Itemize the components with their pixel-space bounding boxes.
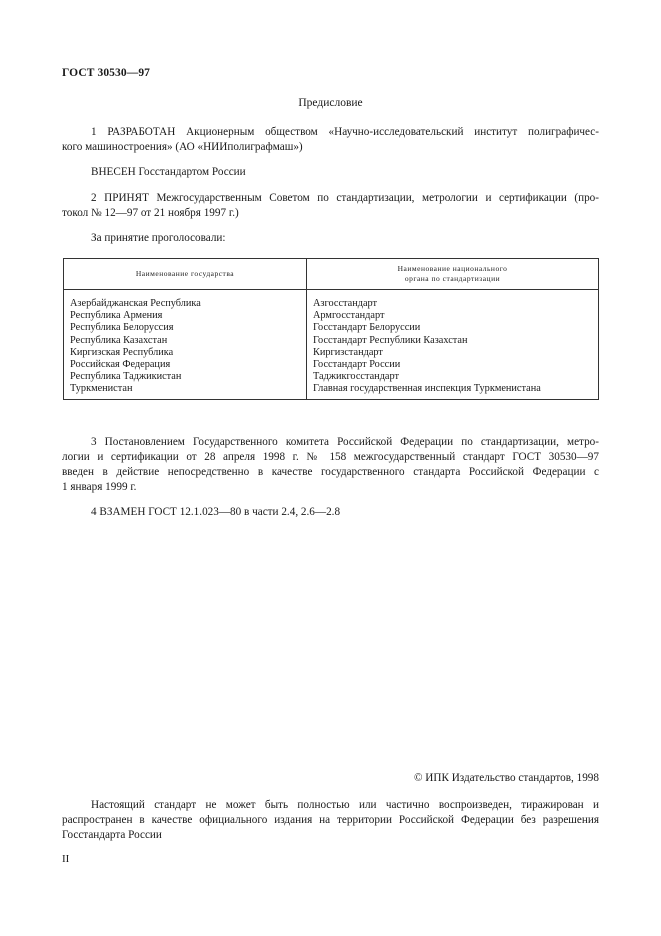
national-body-name: Киргизстандарт <box>313 346 383 358</box>
paragraph-line: За принятие проголосовали: <box>91 232 226 244</box>
paragraph-line: распространен в качестве официального издания на территории Российской Федерации без разрешения <box>62 814 599 826</box>
paragraph-voted-for <box>62 231 599 246</box>
national-bodies-column <box>307 290 599 400</box>
table-header-line: органа по стандартизации <box>404 274 501 283</box>
voting-states-table <box>63 258 599 400</box>
standard-code-header: ГОСТ 30530—97 <box>62 67 151 79</box>
paragraph-line: 1 января 1999 г. <box>62 481 137 493</box>
paragraph-line: 4 ВЗАМЕН ГОСТ 12.1.023—80 в части 2.4, 2.6—2.8 <box>91 506 341 518</box>
table-header-state: Наименование государства <box>64 259 307 290</box>
national-body-name: Азгосстандарт <box>313 298 378 309</box>
state-name: Азербайджанская Республика <box>70 298 201 309</box>
national-body-name: Таджикгосстандарт <box>313 371 400 383</box>
paragraph-introduced-by <box>62 165 599 180</box>
state-name: Республика Казахстан <box>70 334 168 346</box>
paragraph-line: кого машиностроения» (АО «НИИполиграфмаш») <box>62 141 303 153</box>
table-header-national-body <box>307 259 599 290</box>
state-name: Республика Белоруссия <box>70 322 174 334</box>
national-body-name: Госстандарт Республики Казахстан <box>313 334 468 346</box>
paragraph-line: токол № 12—97 от 21 ноября 1997 г.) <box>62 207 239 219</box>
paragraph-line: Госстандарта России <box>62 829 162 841</box>
national-body-name: Главная государственная инспекция Туркменистана <box>313 383 541 395</box>
national-body-name: Армгосстандарт <box>313 310 385 322</box>
paragraph-line: 3 Постановлением Государственного комитета Российской Федерации по стандартизации, метро- <box>91 436 599 448</box>
paragraph-line: ВНЕСЕН Госстандартом России <box>91 166 246 178</box>
paragraph-line: 2 ПРИНЯТ Межгосударственным Советом по стандартизации, метрологии и сертификации (про- <box>91 192 599 204</box>
state-name: Республика Таджикистан <box>70 371 182 383</box>
paragraph-line: Настоящий стандарт не может быть полностью или частично воспроизведен, тиражирован и <box>91 799 599 811</box>
copyright-notice: © ИПК Издательство стандартов, 1998 <box>413 772 599 784</box>
paragraph-line: логии и сертификации от 28 апреля 1998 г. № 158 межгосударственный стандарт ГОСТ 30530—97 <box>62 451 599 463</box>
paragraph-line: 1 РАЗРАБОТАН Акционерным обществом «Научно-исследовательский институт полиграфичес- <box>91 126 599 138</box>
preface-title: Предисловие <box>298 97 363 109</box>
state-name: Киргизская Республика <box>70 346 174 358</box>
state-name: Российская Федерация <box>70 359 171 371</box>
state-name: Республика Армения <box>70 310 163 322</box>
state-name: Туркменистан <box>70 383 133 395</box>
page-number: II <box>62 853 70 865</box>
paragraph-replaces <box>62 505 599 520</box>
paragraph-enacted <box>62 435 599 495</box>
national-body-name: Госстандарт Белоруссии <box>313 322 421 334</box>
table-header-line: Наименование национального <box>397 264 508 273</box>
paragraph-developed-by <box>62 125 599 155</box>
paragraph-line: введен в действие непосредственно в качестве государственного стандарта Российской Федерации с <box>62 466 599 478</box>
national-body-name: Госстандарт России <box>313 359 401 371</box>
reproduction-notice <box>62 798 599 843</box>
states-column <box>64 290 307 400</box>
paragraph-adopted-by <box>62 191 599 221</box>
